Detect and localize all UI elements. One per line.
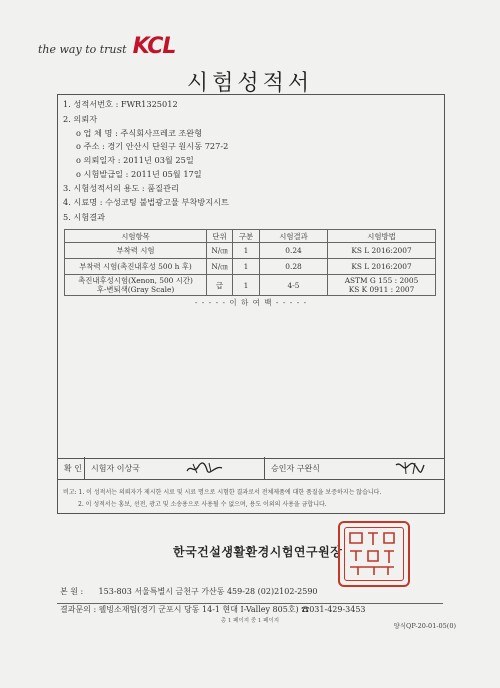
client-company: o 업 체 명 : 주식회사프레코 조완형 xyxy=(76,128,203,138)
cell-item: 부착력 시험(촉진내후성 500 h 후) xyxy=(65,259,207,275)
logo-brand: KCL xyxy=(132,34,176,59)
confirm-label: 확 인 xyxy=(64,463,82,473)
issue-date: o 시험발급일 : 2011년 05월 17일 xyxy=(76,169,202,179)
cell-unit: N/㎝ xyxy=(207,259,233,275)
cell-method: ASTM G 155 : 2005 KS K 0911 : 2007 xyxy=(328,275,436,296)
contact-line xyxy=(60,604,366,615)
document-title: 시험성적서 xyxy=(186,71,314,96)
approver-name: 승인자 구완식 xyxy=(271,463,320,473)
cell-unit: 급 xyxy=(207,275,233,296)
header-result: 시험결과 xyxy=(260,230,328,243)
sample-name: 4. 시료명 : 수성코팅 불법광고물 부착방지시트 xyxy=(63,197,229,207)
tester-cell xyxy=(84,457,264,479)
table-row xyxy=(65,243,436,259)
request-date: o 의뢰일자 : 2011년 03월 25일 xyxy=(76,155,194,165)
cell-result: 0.28 xyxy=(260,259,328,275)
report-body xyxy=(57,94,445,459)
report-number: 1. 성적서번호 : FWR1325012 xyxy=(63,99,178,109)
header-method: 시험방법 xyxy=(328,230,436,243)
hq-label: 본 원 : xyxy=(60,587,84,596)
results-table xyxy=(64,229,436,296)
report-purpose: 3. 시험성적서의 용도 : 품질관리 xyxy=(63,183,179,193)
cell-method: KS L 2016:2007 xyxy=(328,243,436,259)
header-class: 구분 xyxy=(233,230,260,243)
cell-unit: N/㎝ xyxy=(207,243,233,259)
results-heading: 5. 시험결과 xyxy=(63,212,106,222)
client-heading: 2. 의뢰자 xyxy=(63,114,98,124)
cell-class: 1 xyxy=(233,275,260,296)
cell-class: 1 xyxy=(233,243,260,259)
results-header-row xyxy=(65,230,436,243)
approver-cell xyxy=(264,457,444,479)
cell-method: KS L 2016:2007 xyxy=(328,259,436,275)
contact-label: 결과문의 : xyxy=(60,605,97,614)
tester-signature xyxy=(185,460,225,476)
header-unit: 단위 xyxy=(207,230,233,243)
official-seal-icon xyxy=(338,521,410,587)
approval-row xyxy=(57,457,445,480)
cell-result: 4-5 xyxy=(260,275,328,296)
institute-name: 한국건설생활환경시험연구원장 xyxy=(173,545,343,559)
page-number: 총 1 페이지 중 1 페이지 xyxy=(220,618,280,624)
headquarters-line xyxy=(60,586,318,597)
cell-item: 촉진내후성시험(Xenon, 500 시간) 후-변퇴색(Gray Scale) xyxy=(65,275,207,296)
remark-line-1: 비고: 1. 이 성적서는 의뢰자가 제시한 시료 및 시료 명으로 시험한 결과로서 전체제품에 대한 품질을 보증하지는 않습니다. xyxy=(63,489,382,496)
logo-tagline: the way to trust xyxy=(38,43,127,56)
cell-class: 1 xyxy=(233,259,260,275)
header-test-item: 시험항목 xyxy=(65,230,207,243)
kcl-logo xyxy=(38,34,175,59)
remarks xyxy=(57,479,445,514)
form-number: 양식QP-20-01-05(0) xyxy=(393,622,456,630)
client-address: o 주소 : 경기 안산시 단원구 원시동 727-2 xyxy=(76,141,229,151)
table-row xyxy=(65,259,436,275)
remark-line-2: 2. 이 성적서는 홍보, 선전, 광고 및 소송용으로 사용될 수 없으며, 용도 이외의 사용을 금합니다. xyxy=(78,501,327,508)
hq-address: 153-803 서울특별시 금천구 가산동 459-28 (02)2102-2590 xyxy=(98,587,318,596)
end-of-content-marker: - - - - - 이 하 여 백 - - - - - xyxy=(194,298,308,307)
contact-info: 웰빙소재팀(경기 군포시 당동 14-1 현대 I-Valley 805호) ☎031-429-3453 xyxy=(98,605,366,614)
approver-signature xyxy=(393,459,427,477)
tester-name: 시험자 이상국 xyxy=(91,463,140,473)
table-row xyxy=(65,275,436,296)
cell-item: 부착력 시험 xyxy=(65,243,207,259)
cell-result: 0.24 xyxy=(260,243,328,259)
